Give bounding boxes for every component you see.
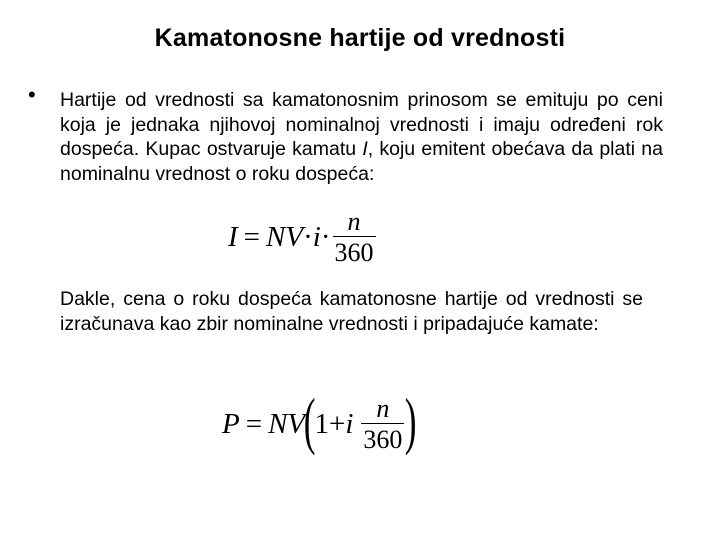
price-formula [222,386,416,462]
formula2-numerator: n [376,393,390,423]
paragraph-conclusion: Dakle, cena o roku dospeća kamatonosne hartije od vrednosti se izračunava kao zbir nominalne vrednosti i pripadajuće kamate: [60,288,643,335]
formula1-denominator: 360 [334,237,374,267]
bullet-icon: • [28,82,36,107]
formula1-fraction [333,208,376,267]
formula2-fraction [361,395,404,454]
formula1-nv: NV [266,220,304,253]
formula2-right-paren: ) [405,385,417,456]
interest-symbol: I [362,138,368,160]
formula1-i: i [312,220,321,253]
formula2-i: i [345,407,354,440]
formula1-lhs: I [228,220,238,253]
interest-formula [228,204,378,270]
paragraph-intro-text-b: , koju emitent obećava da plati na nominalnu vrednost o roku dospeća: [60,138,663,185]
formula1-dot1: · [303,220,313,253]
paragraph-intro [60,88,663,186]
formula2-one: 1 [314,407,329,440]
formula2-equals: = [245,407,263,440]
paragraph-intro-text-a: Hartije od vrednosti sa kamatonosnim prinosom se emituju po ceni koja je jednaka njihovoj nominalnoj vrednosti i imaju određeni rok dospeća. Kupac ostvaruje kamatu [60,89,663,160]
formula2-denominator: 360 [363,424,403,454]
formula1-numerator: n [347,206,361,236]
formula2-left-paren: ( [303,385,316,456]
formula1-equals: = [243,220,261,253]
formula1-dot2: · [320,220,331,253]
slide-title: Kamatonosne hartije od vrednosti [154,24,566,52]
formula2-lhs: P [222,407,240,440]
formula2-nv: NV [268,407,306,440]
formula2-plus: + [328,407,346,440]
